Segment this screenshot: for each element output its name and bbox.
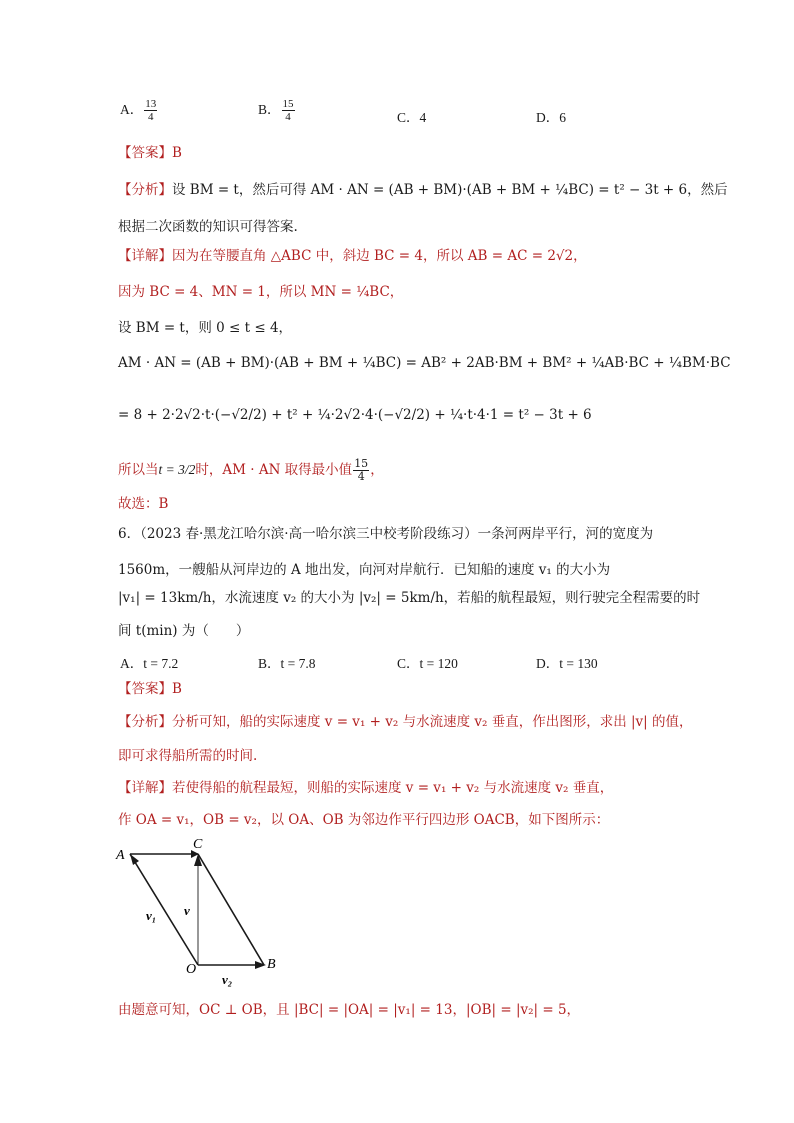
q5-option-b-fraction	[282, 98, 295, 123]
min-value-fraction	[353, 458, 369, 483]
q5-detail-line-3: 设 BM = t，则 0 ≤ t ≤ 4，	[118, 320, 293, 336]
detail-tag: 【详解】	[118, 248, 172, 264]
q5-answer-line	[118, 143, 182, 163]
detail-text: 因为在等腰直角 △ABC 中，斜边 BC = 4，所以 AB = AC = 2√2，	[172, 248, 587, 264]
fraction-denominator: 4	[285, 111, 291, 124]
q6-answer-line	[118, 679, 182, 699]
fraction-numerator: 15	[354, 457, 369, 470]
edge-ob-arrowhead	[255, 961, 266, 969]
vector-label-v: v	[184, 903, 190, 918]
q5-option-a	[120, 98, 158, 123]
q6-option-d: D．t = 130	[536, 656, 598, 671]
q6-detail-line-2: 作 OA = v₁，OB = v₂，以 OA、OB 为邻边作平行四边形 OACB，如下图所示：	[118, 812, 610, 828]
q6-stem-line-1: 6．（2023 春·黑龙江哈尔滨·高一哈尔滨三中校考阶段练习）一条河两岸平行，河的宽度为	[118, 526, 654, 542]
answer-value: B	[172, 681, 182, 697]
vertex-label-c: C	[193, 837, 203, 852]
analysis-text: 分析可知，船的实际速度 v = v₁ + v₂ 与水流速度 v₂ 垂直，作出图形，求出 |v| 的值，	[172, 714, 693, 730]
q6-analysis-line-1	[118, 712, 693, 732]
answer-tag: 【答案】	[118, 145, 172, 161]
q5-detail-line-1	[118, 246, 587, 266]
vertex-label-a: A	[116, 848, 125, 863]
q5-option-a-fraction	[144, 98, 157, 123]
q6-option-b: B．t = 7.8	[258, 656, 316, 671]
detail-text: 若使得船的航程最短，则船的实际速度 v = v₁ + v₂ 与水流速度 v₂ 垂直，	[172, 780, 614, 796]
q5-option-c: C．4	[397, 110, 427, 125]
vector-label-v1: v₁	[146, 908, 157, 923]
q6-detail-line-1	[118, 778, 613, 798]
detail-text: 所以当	[118, 462, 159, 478]
detail-text: 时，AM · AN 取得最小值	[195, 462, 353, 478]
q6-analysis-line-2: 即可求得船所需的时间.	[118, 748, 258, 764]
analysis-tag: 【分析】	[118, 714, 172, 730]
q6-detail-line-3	[118, 1000, 580, 1020]
analysis-tag: 【分析】	[118, 182, 172, 198]
q5-option-d: D．6	[536, 110, 566, 125]
edge-oa-arrowhead	[130, 854, 139, 865]
q5-detail-line-2: 因为 BC = 4、MN = 1，所以 MN = ¼BC，	[118, 284, 404, 300]
q6-stem-line-3: |v₁| = 13km/h，水流速度 v₂ 的大小为 |v₂| = 5km/h，若船的航程最短，则行驶完全程需要的时	[118, 590, 701, 606]
answer-value: B	[172, 145, 182, 161]
detail-tag: 【详解】	[118, 780, 172, 796]
q5-detail-line-5: = 8 + 2·2√2·t·(−√2/2) + t² + ¼·2√2·4·(−√2/2) + ¼·t·4·1 = t² − 3t + 6	[118, 407, 592, 423]
fraction-denominator: 4	[148, 111, 154, 124]
q5-detail-line-4: AM · AN = (AB + BM)·(AB + BM + ¼BC) = AB² + 2AB·BM + BM² + ¼AB·BC + ¼BM·BC	[118, 355, 731, 371]
q6-stem-line-4: 间 t(min) 为（ ）	[118, 623, 250, 639]
detail-text: 由题意可知，OC ⊥ OB，且 |BC| = |OA| = |v₁| = 13，|OB| = |v₂| = 5，	[118, 1002, 581, 1018]
q5-option-b	[258, 98, 296, 123]
q6-option-c: C．t = 120	[397, 656, 458, 671]
answer-tag: 【答案】	[118, 681, 172, 697]
fraction-numerator: 13	[145, 98, 157, 111]
q5-choose-line: 故选：B	[118, 496, 169, 512]
q6-stem-line-2: 1560m，一艘船从河岸边的 A 地出发，向河对岸航行．已知船的速度 v₁ 的大小为	[118, 562, 611, 578]
q5-option-b-label: B．	[258, 102, 281, 117]
edge-cb	[198, 854, 264, 965]
vertex-label-b: B	[267, 957, 276, 972]
vector-label-v2: v₂	[222, 972, 233, 987]
q5-detail-line-6	[118, 458, 384, 483]
fraction-numerator: 15	[282, 98, 294, 111]
q5-analysis-line-1	[118, 180, 728, 200]
vertex-label-o: O	[186, 962, 197, 977]
analysis-text: 设 BM = t，然后可得 AM · AN = (AB + BM)·(AB + BM + ¼BC) = t² − 3t + 6，然后	[172, 182, 728, 198]
detail-t-value: t = 3/2	[158, 462, 196, 477]
parallelogram-figure	[112, 832, 292, 992]
q5-analysis-line-2: 根据二次函数的知识可得答案.	[118, 219, 298, 235]
q6-option-a: A．t = 7.2	[120, 656, 179, 671]
fraction-denominator: 4	[357, 470, 365, 483]
detail-text: ，	[370, 462, 384, 478]
q5-option-a-label: A．	[120, 102, 144, 117]
